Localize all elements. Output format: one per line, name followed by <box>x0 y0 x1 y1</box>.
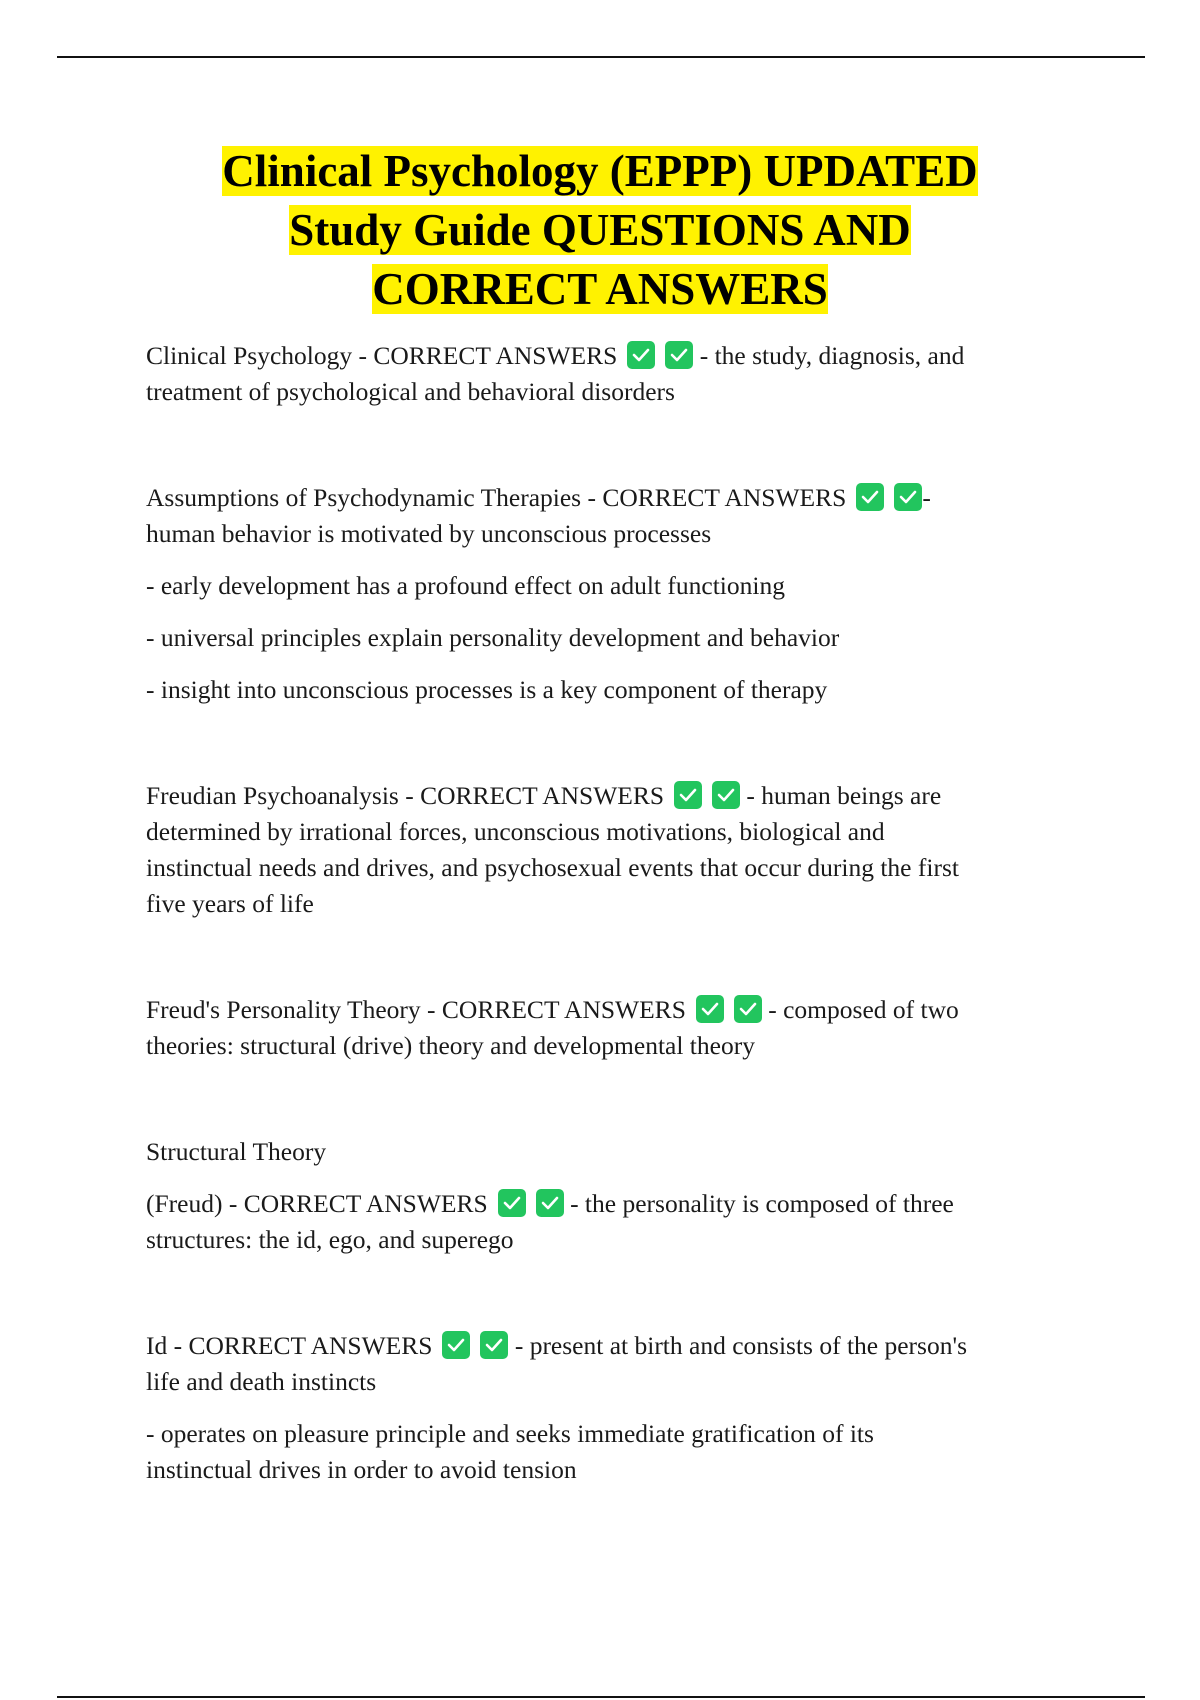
definition-continued: theories: structural (drive) theory and developmental theory <box>146 1031 755 1060</box>
definition: - human beings are <box>746 781 942 810</box>
bullet-point: - early development has a profound effect on adult functioning <box>146 571 785 600</box>
title-line-1: Clinical Psychology (EPPP) UPDATED <box>222 146 978 196</box>
qa-entry-freudian-psychoanalysis <box>146 778 1066 922</box>
bullet-point: - insight into unconscious processes is a key component of therapy <box>146 675 828 704</box>
check-box-icon <box>894 483 922 511</box>
qa-entry-structural-theory <box>146 1134 1066 1258</box>
check-box-icon <box>696 995 724 1023</box>
definition-continued: five years of life <box>146 889 314 918</box>
title-line-2: Study Guide QUESTIONS AND <box>289 205 911 255</box>
definition-continued: life and death instincts <box>146 1367 377 1396</box>
definition-continued: structures: the id, ego, and superego <box>146 1225 514 1254</box>
bullet-point-continued: instinctual drives in order to avoid tension <box>146 1455 577 1484</box>
document-title <box>0 142 1200 319</box>
qa-entry-freud-personality-theory <box>146 992 1066 1064</box>
check-box-icon <box>498 1189 526 1217</box>
definition-continued: human behavior is motivated by unconscious processes <box>146 519 712 548</box>
term: Freud's Personality Theory - CORRECT ANSWERS <box>146 995 686 1024</box>
top-rule <box>57 56 1145 58</box>
qa-line <box>146 1186 1066 1222</box>
check-box-icon <box>712 781 740 809</box>
definition: - composed of two <box>768 995 959 1024</box>
bullet-point: - universal principles explain personality development and behavior <box>146 623 840 652</box>
entry-heading: Structural Theory <box>146 1137 327 1166</box>
definition-continued: determined by irrational forces, unconscious motivations, biological and <box>146 817 885 846</box>
qa-line <box>146 778 1066 814</box>
check-box-icon <box>674 781 702 809</box>
term: Id - CORRECT ANSWERS <box>146 1331 433 1360</box>
check-box-icon <box>442 1331 470 1359</box>
definition-continued: instinctual needs and drives, and psychosexual events that occur during the first <box>146 853 959 882</box>
check-box-icon <box>734 995 762 1023</box>
qa-line <box>146 1328 1066 1364</box>
qa-entry-clinical-psychology <box>146 338 1066 410</box>
qa-entry-psychodynamic-assumptions <box>146 480 1066 708</box>
check-box-icon <box>536 1189 564 1217</box>
definition: - <box>922 483 931 512</box>
check-box-icon <box>627 341 655 369</box>
qa-line <box>146 480 1066 516</box>
study-guide-content <box>146 338 1066 1488</box>
qa-line <box>146 992 1066 1028</box>
definition-continued: treatment of psychological and behavioral disorders <box>146 377 675 406</box>
title-line-3: CORRECT ANSWERS <box>372 264 828 314</box>
term: Freudian Psychoanalysis - CORRECT ANSWERS <box>146 781 665 810</box>
definition: - present at birth and consists of the person's <box>514 1331 967 1360</box>
term: (Freud) - CORRECT ANSWERS <box>146 1189 488 1218</box>
term: Clinical Psychology - CORRECT ANSWERS <box>146 341 618 370</box>
qa-line <box>146 338 1066 374</box>
check-box-icon <box>856 483 884 511</box>
term: Assumptions of Psychodynamic Therapies - CORRECT ANSWERS <box>146 483 847 512</box>
bullet-point: - operates on pleasure principle and seeks immediate gratification of its <box>146 1419 874 1448</box>
definition: - the personality is composed of three <box>570 1189 954 1218</box>
bottom-rule <box>57 1696 1145 1698</box>
qa-entry-id <box>146 1328 1066 1488</box>
check-box-icon <box>480 1331 508 1359</box>
definition: - the study, diagnosis, and <box>699 341 965 370</box>
check-box-icon <box>665 341 693 369</box>
